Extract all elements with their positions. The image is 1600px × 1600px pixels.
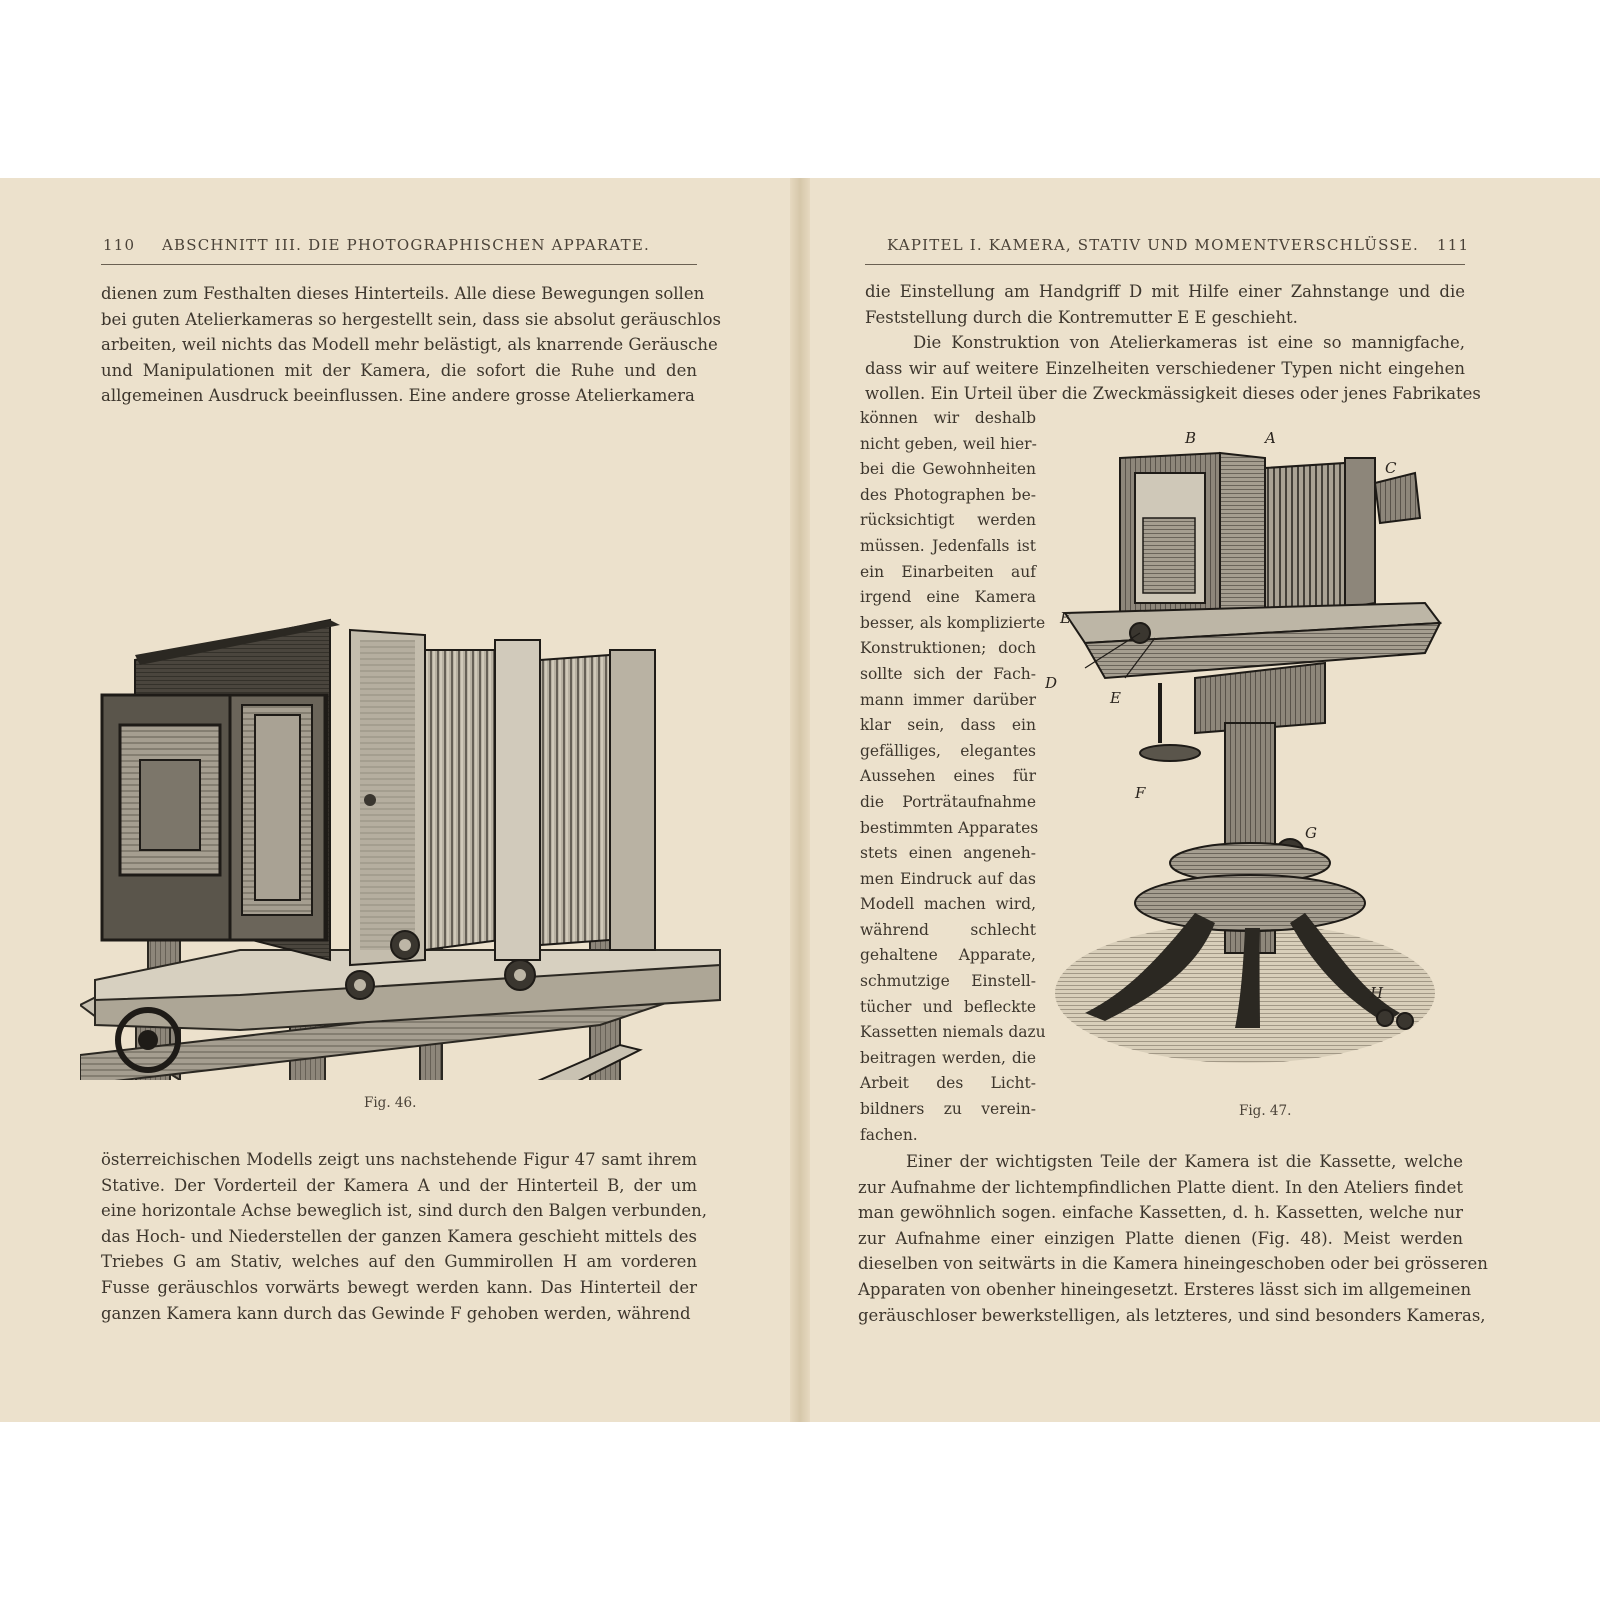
fig-47-label-b: B <box>1185 429 1197 447</box>
fig-47-label-e-bottom: E <box>1110 689 1121 707</box>
right-bottom-paragraph <box>858 1149 1488 1328</box>
right-page <box>805 178 1600 1422</box>
fig-47-label-e-top: E <box>1060 609 1071 627</box>
text-line: rücksichtigt werden <box>860 511 1036 530</box>
text-line: österreichischen Modells zeigt uns nachstehende Figur 47 samt ihrem <box>101 1150 697 1169</box>
text-line: Modell machen wird, <box>860 895 1036 914</box>
text-line: man gewöhnlich sogen. einfache Kassetten, d. h. Kassetten, welche nur <box>858 1203 1463 1223</box>
text-line: während schlecht <box>860 920 1036 939</box>
text-line: Apparaten von obenher hineingesetzt. Ersteres lässt sich im allgemeinen <box>858 1279 1472 1299</box>
fig-47-label-f: F <box>1135 784 1146 802</box>
text-line: müssen. Jedenfalls ist <box>860 536 1036 555</box>
fig-47-caption: Fig. 47. <box>1239 1103 1292 1119</box>
text-line: schmutzige Einstell- <box>860 972 1036 991</box>
text-line: mann immer darüber <box>860 690 1036 709</box>
text-line: Konstruktionen; doch <box>860 639 1036 658</box>
text-line: Fusse geräuschlos vorwärts bewegt werden kann. Das Hinterteil der <box>101 1277 697 1297</box>
text-line: gehaltene Apparate, <box>860 946 1036 965</box>
right-narrow-column <box>860 406 1046 1148</box>
text-line: arbeiten, weil nichts das Modell mehr belästigt, als knarrende Geräusche <box>101 335 718 355</box>
running-head-right: KAPITEL I. KAMERA, STATIV UND MOMENTVERSCHLÜSSE. <box>887 236 1419 254</box>
text-line: zur Aufnahme einer einzigen Platte dienen (Fig. 48). Meist werden <box>858 1228 1463 1248</box>
text-line: bei die Gewohnheiten <box>860 460 1036 479</box>
fig-46-caption: Fig. 46. <box>364 1095 417 1111</box>
text-line: das Hoch- und Niederstellen der ganzen Kamera geschieht mittels des <box>101 1226 697 1246</box>
text-line: stets einen angeneh- <box>860 844 1036 863</box>
text-line: ganzen Kamera kann durch das Gewinde F gehoben werden, während <box>101 1303 691 1323</box>
text-line: eine horizontale Achse beweglich ist, sind durch den Balgen verbunden, <box>101 1201 707 1221</box>
header-rule-left <box>101 264 697 265</box>
text-line: Einer der wichtigsten Teile der Kamera ist die Kassette, welche <box>906 1152 1463 1171</box>
text-line: dass wir auf weitere Einzelheiten verschiedener Typen nicht eingehen <box>865 358 1465 378</box>
running-head-left: ABSCHNITT III. DIE PHOTOGRAPHISCHEN APPARATE. <box>162 236 650 254</box>
text-line: tücher und befleckte <box>860 997 1036 1016</box>
fig-47-label-g: G <box>1305 824 1317 842</box>
text-line: dieselben von seitwärts in die Kamera hineingeschoben oder bei grösseren <box>858 1254 1488 1274</box>
text-line: bei guten Atelierkameras so hergestellt sein, dass sie absolut geräuschlos <box>101 309 721 329</box>
text-line: men Eindruck auf das <box>860 869 1036 888</box>
text-line: allgemeinen Ausdruck beeinflussen. Eine andere grosse Atelierkamera <box>101 386 695 406</box>
text-line: des Photographen be- <box>860 485 1036 504</box>
text-line: können wir deshalb <box>860 409 1036 427</box>
text-line: Feststellung durch die Kontremutter E E geschieht. <box>865 307 1298 327</box>
text-line: geräuschloser bewerkstelligen, als letzteres, und sind besonders Kameras, <box>858 1305 1486 1325</box>
text-line: Aussehen eines für <box>860 767 1036 786</box>
text-line: besser, als komplizierte <box>860 613 1046 632</box>
fig-47-illustration <box>1045 413 1465 1097</box>
text-line: nicht geben, weil hier- <box>860 434 1037 453</box>
text-line: Arbeit des Licht- <box>860 1074 1036 1093</box>
fig-47-label-a: A <box>1265 429 1276 447</box>
fig-47-label-d: D <box>1045 674 1058 692</box>
left-bottom-paragraph <box>101 1147 707 1326</box>
text-line: und Manipulationen mit der Kamera, die sofort die Ruhe und den <box>101 360 697 380</box>
text-line: fachen. <box>860 1125 918 1144</box>
text-line: beitragen werden, die <box>860 1048 1036 1067</box>
fig-47-label-c: C <box>1385 459 1397 477</box>
left-page <box>0 178 795 1422</box>
text-line: gefälliges, elegantes <box>860 741 1036 760</box>
text-line: sollte sich der Fach- <box>860 664 1036 683</box>
text-line: zur Aufnahme der lichtempfindlichen Platte dient. In den Ateliers findet <box>858 1177 1463 1197</box>
text-line: bildners zu verein- <box>860 1100 1036 1119</box>
text-line: dienen zum Festhalten dieses Hinterteils. Alle diese Bewegungen sollen <box>101 284 705 303</box>
text-line: bestimmten Apparates <box>860 818 1039 837</box>
page-number-right: 111 <box>1437 236 1470 254</box>
text-line: die Einstellung am Handgriff D mit Hilfe einer Zahnstange und die <box>865 282 1465 301</box>
book-spread <box>0 178 1600 1422</box>
text-line: irgend eine Kamera <box>860 588 1036 607</box>
text-line: ein Einarbeiten auf <box>860 562 1036 581</box>
text-line: wollen. Ein Urteil über die Zweckmässigkeit dieses oder jenes Fabrikates <box>865 384 1481 404</box>
text-line: Triebes G am Stativ, welches auf den Gummirollen H am vorderen <box>101 1252 697 1272</box>
text-line: Kassetten niemals dazu <box>860 1023 1046 1042</box>
right-top-paragraph <box>865 279 1481 407</box>
fig-47-label-h: H <box>1370 984 1384 1002</box>
page-number-left: 110 <box>103 236 136 254</box>
header-rule-right <box>865 264 1465 265</box>
text-line: Die Konstruktion von Atelierkameras ist eine so mannigfache, <box>913 333 1465 353</box>
fig-46-illustration <box>80 440 740 1084</box>
text-line: Stative. Der Vorderteil der Kamera A und der Hinterteil B, der um <box>101 1175 697 1195</box>
left-top-paragraph <box>101 281 721 409</box>
text-line: die Porträtaufnahme <box>860 792 1036 811</box>
text-line: klar sein, dass ein <box>860 716 1036 735</box>
